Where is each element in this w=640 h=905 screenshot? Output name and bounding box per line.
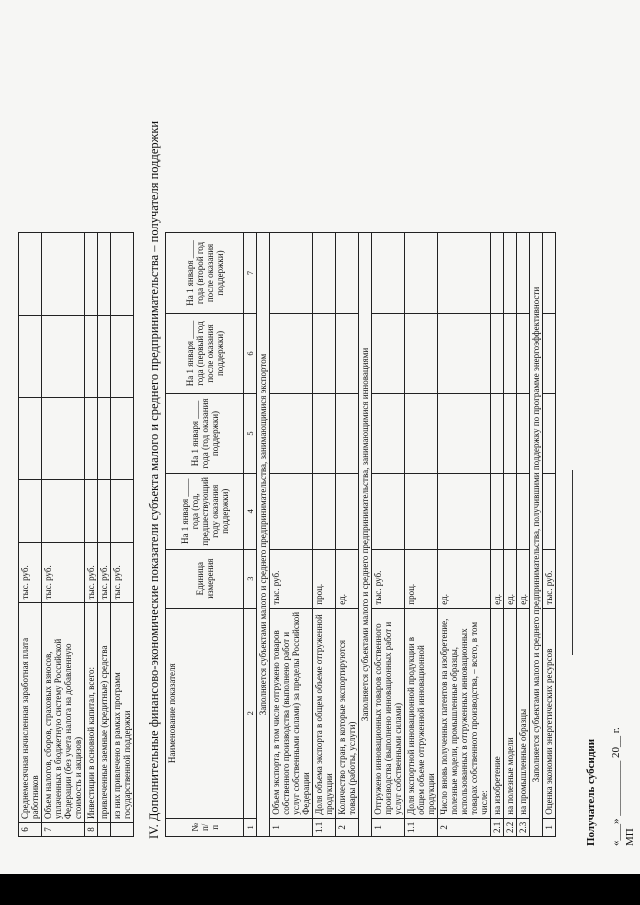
value-cell: [85, 233, 98, 316]
indicators-table: [165, 232, 556, 837]
col-number: 3: [244, 549, 257, 608]
col-number: 1: [244, 818, 257, 836]
value-cell: [270, 313, 313, 393]
row-name: Доля экспортной инновационной продукции в общем объеме отгруженной инновационной продукции: [405, 608, 438, 818]
row-unit: тыс. руб.: [372, 549, 405, 608]
value-cell: [372, 313, 405, 393]
row-unit: тыс. руб.: [543, 549, 556, 608]
table-row: [85, 233, 98, 837]
row-unit: ед.: [438, 549, 491, 608]
value-cell: [111, 479, 134, 543]
row-num: 2.2: [504, 818, 517, 836]
value-cell: [543, 313, 556, 393]
group-header-row: [257, 233, 270, 837]
row-name: Отгружено инновационных товаров собственного производства (выполнено инновационных работ и услуг собственными силами): [372, 608, 405, 818]
value-cell: [504, 474, 517, 550]
table-row: [42, 233, 85, 837]
row-unit: ед.: [491, 549, 504, 608]
value-cell: [405, 313, 438, 393]
value-cell: [438, 393, 491, 473]
value-cell: [98, 397, 111, 479]
row-name: из них привлечено в рамках программ государственной поддержки: [111, 603, 134, 823]
value-cell: [19, 479, 42, 543]
table-row: [405, 233, 438, 837]
row-unit: тыс. руб.: [85, 543, 98, 603]
row-num: 1: [372, 818, 405, 836]
value-cell: [313, 313, 336, 393]
header-name: Наименование показателя: [166, 608, 244, 818]
value-cell: [438, 313, 491, 393]
value-cell: [491, 233, 504, 314]
value-cell: [270, 233, 313, 314]
row-num: 2.1: [491, 818, 504, 836]
table-row: [438, 233, 491, 837]
value-cell: [313, 474, 336, 550]
value-cell: [517, 313, 530, 393]
row-num: 1.1: [313, 818, 336, 836]
row-name: на изобретение: [491, 608, 504, 818]
value-cell: [438, 474, 491, 550]
value-cell: [543, 393, 556, 473]
value-cell: [336, 233, 359, 314]
value-cell: [98, 479, 111, 543]
group-title: Заполняется субъектами малого и среднего предпринимательства, получившими поддержку по программе энергоэффективности: [530, 233, 543, 837]
table-row: [517, 233, 530, 837]
value-cell: [336, 313, 359, 393]
row-num: 2: [438, 818, 491, 836]
table-row: [504, 233, 517, 837]
row-num: [98, 823, 111, 837]
value-cell: [270, 393, 313, 473]
row-unit: ед.: [517, 549, 530, 608]
value-cell: [543, 474, 556, 550]
table-row: [111, 233, 134, 837]
value-cell: [111, 315, 134, 397]
value-cell: [491, 313, 504, 393]
row-unit: проц.: [313, 549, 336, 608]
row-name: Оценка экономии энергетических ресурсов: [543, 608, 556, 818]
table-row: [98, 233, 111, 837]
value-cell: [438, 233, 491, 314]
col-number: 4: [244, 474, 257, 550]
value-cell: [504, 313, 517, 393]
header-row: [166, 233, 244, 837]
row-num: [111, 823, 134, 837]
col-number: 2: [244, 608, 257, 818]
row-unit: тыс. руб.: [19, 543, 42, 603]
row-unit: тыс. руб.: [98, 543, 111, 603]
header-year-first-after: На 1 января ____ года (первый год после оказания поддержки): [166, 313, 244, 393]
value-cell: [491, 474, 504, 550]
table-row: [313, 233, 336, 837]
row-unit: ед.: [336, 549, 359, 608]
value-cell: [405, 233, 438, 314]
row-name: Объем налогов, сборов, страховых взносов, уплаченных в бюджетную систему Российской Федерации (без учета налога на добавленную стоимость и акцизов): [42, 603, 85, 823]
value-cell: [42, 315, 85, 397]
group-header-row: [530, 233, 543, 837]
header-year-support: На 1 января ____ года (год оказания поддержки): [166, 393, 244, 473]
value-cell: [98, 233, 111, 316]
value-cell: [405, 474, 438, 550]
value-cell: [372, 474, 405, 550]
value-cell: [336, 393, 359, 473]
value-cell: [85, 315, 98, 397]
value-cell: [517, 233, 530, 314]
value-cell: [313, 393, 336, 473]
value-cell: [111, 233, 134, 316]
row-unit: тыс. руб.: [270, 549, 313, 608]
row-num: 1: [543, 818, 556, 836]
row-num: 1.1: [405, 818, 438, 836]
value-cell: [111, 397, 134, 479]
col-number: 5: [244, 393, 257, 473]
value-cell: [543, 233, 556, 314]
header-year-before: На 1 января ____ года (год, предшествующий году оказания поддержки): [166, 474, 244, 550]
value-cell: [270, 474, 313, 550]
recipient-label: Получатель субсидии: [585, 738, 597, 846]
scan-border: [0, 874, 640, 905]
group-title: Заполняется субъектами малого и среднего предпринимательства, занимающимися инновациями: [359, 233, 372, 837]
value-cell: [504, 233, 517, 314]
row-num: 2: [336, 818, 359, 836]
value-cell: [491, 393, 504, 473]
value-cell: [98, 315, 111, 397]
row-num: 7: [42, 823, 85, 837]
stamp-label: МП: [624, 828, 636, 846]
row-name: Число вновь полученных патентов на изобретение, полезные модели, промышленные образцы, использованных в отгруженных инновационных товарах собственного производства, – всего, в том числе:: [438, 608, 491, 818]
section-title: IV. Дополнительные финансово-экономические показатели субъекта малого и среднего предпринимательства – получателя поддержки: [147, 120, 161, 839]
table-row: [372, 233, 405, 837]
row-name: Инвестиции в основной капитал, всего:: [85, 603, 98, 823]
col-number: 7: [244, 233, 257, 314]
row-name: на полезные модели: [504, 608, 517, 818]
row-unit: тыс. руб.: [42, 543, 85, 603]
value-cell: [517, 474, 530, 550]
value-cell: [372, 233, 405, 314]
column-number-row: [244, 233, 257, 837]
value-cell: [517, 393, 530, 473]
table-row: [543, 233, 556, 837]
row-name: Объем экспорта, в том числе отгружено товаров собственного производства (выполнено работ и услуг собственными силами) за пределы Российской Федерации: [270, 608, 313, 818]
row-num: 6: [19, 823, 42, 837]
col-number: 6: [244, 313, 257, 393]
value-cell: [85, 397, 98, 479]
row-unit: проц.: [405, 549, 438, 608]
header-num: № п/п: [166, 818, 244, 836]
row-name: на промышленные образцы: [517, 608, 530, 818]
row-num: 2.3: [517, 818, 530, 836]
value-cell: [19, 315, 42, 397]
header-unit: Единица измерения: [166, 549, 244, 608]
table-row: [336, 233, 359, 837]
row-name: привлеченные заемные (кредитные) средства: [98, 603, 111, 823]
signature-date: «___» __________ 20__ г.: [610, 727, 622, 846]
row-name: Количество стран, в которые экспортируются товары (работы, услуги): [336, 608, 359, 818]
group-header-row: [359, 233, 372, 837]
header-year-second-after: На 1 января ____ года (второй год после оказания поддержки): [166, 233, 244, 314]
value-cell: [405, 393, 438, 473]
table-row: [491, 233, 504, 837]
value-cell: [85, 479, 98, 543]
row-name: Доля объема экспорта в общем объеме отгруженной продукции: [313, 608, 336, 818]
row-unit: ед.: [504, 549, 517, 608]
value-cell: [42, 397, 85, 479]
signature-line: [572, 470, 573, 655]
table-row: [270, 233, 313, 837]
row-num: 8: [85, 823, 98, 837]
value-cell: [372, 393, 405, 473]
row-unit: тыс. руб.: [111, 543, 134, 603]
top-table: [18, 232, 134, 837]
value-cell: [19, 397, 42, 479]
group-title: Заполняется субъектами малого и среднего предпринимательства, занимающимися экспортом: [257, 233, 270, 837]
row-num: 1: [270, 818, 313, 836]
value-cell: [42, 479, 85, 543]
row-name: Среднемесячная начисленная заработная плата работников: [19, 603, 42, 823]
value-cell: [336, 474, 359, 550]
value-cell: [42, 233, 85, 316]
table-row: [19, 233, 42, 837]
value-cell: [504, 393, 517, 473]
value-cell: [313, 233, 336, 314]
value-cell: [19, 233, 42, 316]
